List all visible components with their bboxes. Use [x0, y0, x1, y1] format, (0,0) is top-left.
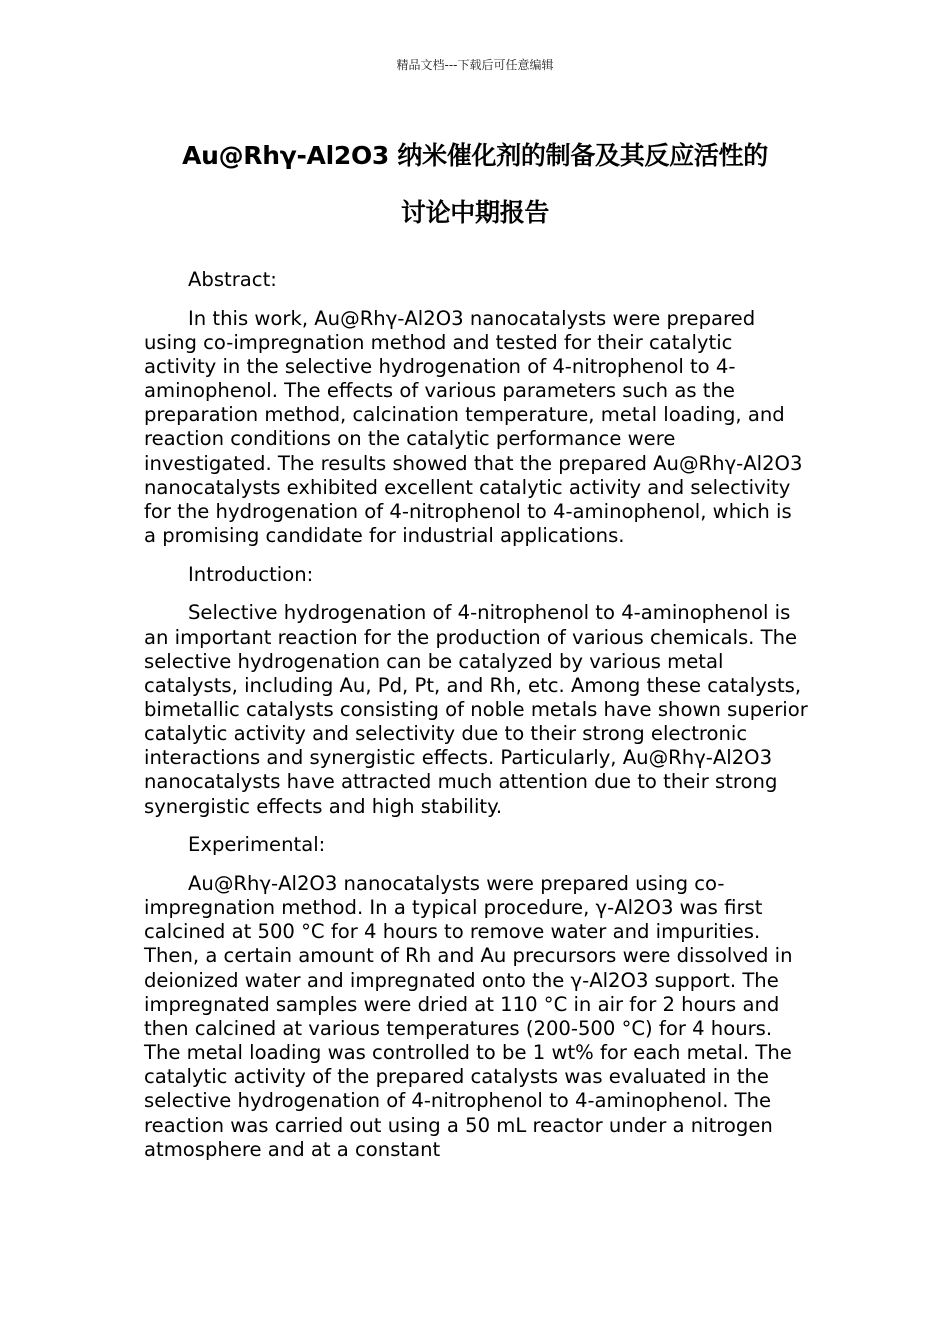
abstract-paragraph: In this work, Au@Rhγ-Al2O3 nanocatalysts were prepared using co-impregnation method and tested for their catalytic activity in the selective hydrogenation of 4-nitrophenol to 4-aminophenol. The effects of various parameters such as the preparation method, calcination temperature, metal loading, and reaction conditions on the catalytic performance were investigated. The results showed that the prepared Au@Rhγ-Al2O3 nanocatalysts exhibited excellent catalytic activity and selectivity for the hydrogenation of 4-nitrophenol to 4-aminophenol, which is a promising candidate for industrial applications. — [144, 306, 803, 548]
section-heading-abstract: Abstract: — [188, 268, 277, 291]
document-body — [144, 268, 808, 1176]
document-title-line-2: 讨论中期报告 — [400, 198, 550, 227]
introduction-paragraph: Selective hydrogenation of 4-nitrophenol to 4-aminophenol is an important reaction for the production of various chemicals. The selective hydrogenation can be catalyzed by various metal catalysts, including Au, Pd, Pt, and Rh, etc. Among these catalysts, bimetallic catalysts consisting of noble metals have shown superior catalytic activity and selectivity due to their strong electronic interactions and synergistic effects. Particularly, Au@Rhγ-Al2O3 nanocatalysts have attracted much attention due to their strong synergistic effects and high stability. — [144, 601, 808, 818]
document-title-line-1: Au@Rhγ-Al2O3 纳米催化剂的制备及其反应活性的 — [182, 141, 768, 170]
experimental-paragraph: Au@Rhγ-Al2O3 nanocatalysts were prepared using co-impregnation method. In a typical procedure, γ-Al2O3 was first calcined at 500 °C for 4 hours to remove water and impurities. Then, a certain amount of Rh and Au precursors were dissolved in deionized water and impregnated onto the γ-Al2O3 support. The impregnated samples were dried at 110 °C in air for 2 hours and then calcined at various temperatures (200-500 °C) for 4 hours. The metal loading was controlled to be 1 wt% for each metal. The catalytic activity of the prepared catalysts was evaluated in the selective hydrogenation of 4-nitrophenol to 4-aminophenol. The reaction was carried out using a 50 mL reactor under a nitrogen atmosphere and at a constant — [144, 871, 793, 1161]
header-note: 精品文档---下载后可任意编辑 — [396, 58, 554, 72]
section-heading-introduction: Introduction: — [188, 562, 314, 586]
section-heading-experimental: Experimental: — [188, 833, 326, 857]
